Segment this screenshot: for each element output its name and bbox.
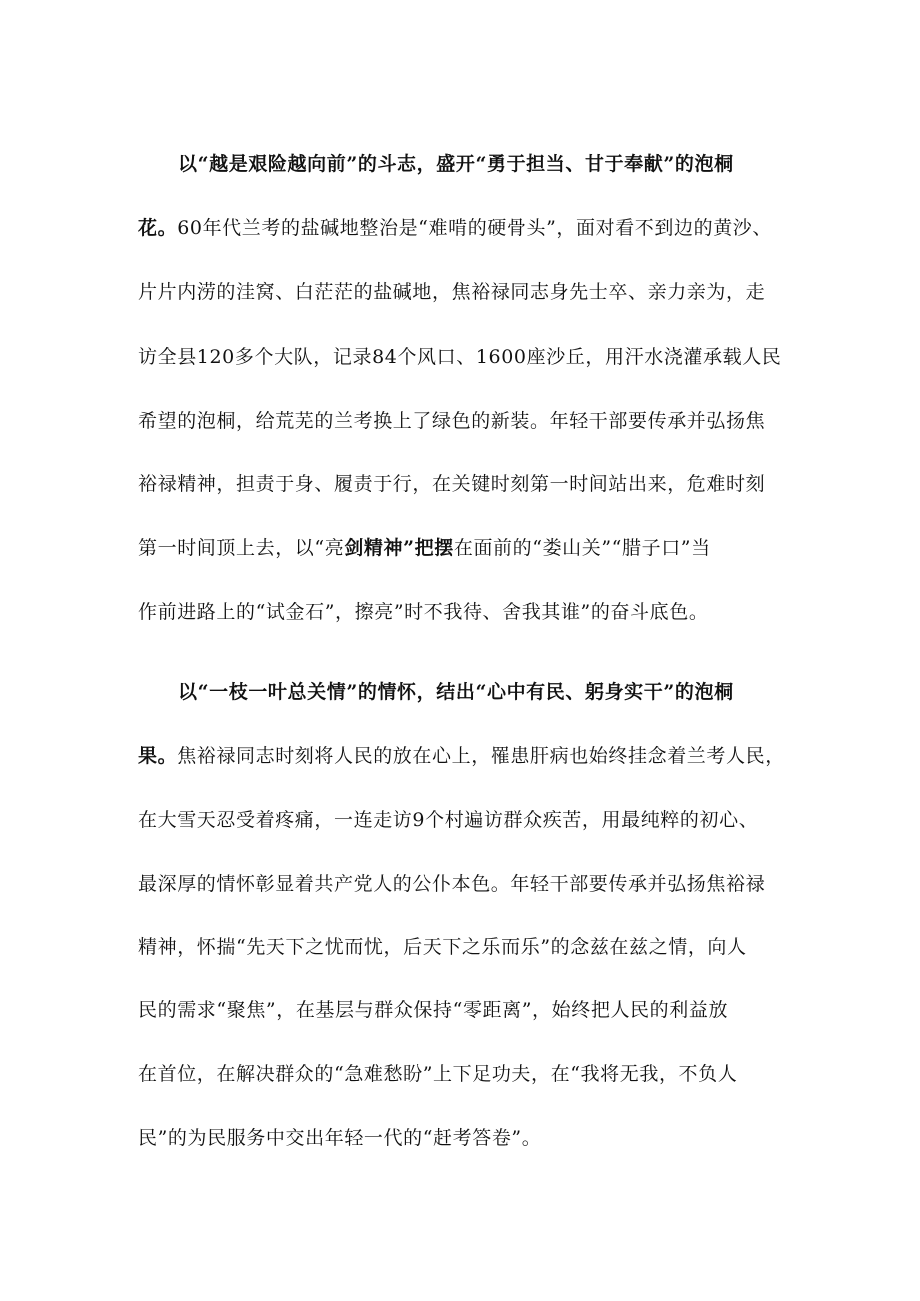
- paragraph-1-heading: 以“越是艰险越向前”的斗志，盛开“勇于担当、甘于奉献”的泡桐: [178, 153, 734, 175]
- paragraph-1-line-7-post: 在面前的“娄山关”“腊子口”当: [453, 537, 711, 559]
- paragraph-1-line-7-pre: 第一时间顶上去，以“亮: [138, 537, 345, 559]
- paragraph-1-line-8: 作前进路上的“试金石”，擦亮”时不我待、舍我其谁”的奋斗底色。: [138, 601, 709, 623]
- paragraph-2-line-4: 最深厚的情怀彰显着共产党人的公仆本色。年轻干部要传承并弘扬焦裕禄: [138, 873, 766, 895]
- paragraph-1-text: 60年代兰考的盐碱地整治是“难啃的硬骨头”，面对看不到边的黄沙、: [177, 217, 773, 239]
- paragraph-1-line-1: [178, 152, 734, 176]
- paragraph-1-line-5: 希望的泡桐，给荒芜的兰考换上了绿色的新装。年轻干部要传承并弘扬焦: [138, 410, 766, 432]
- paragraph-2-heading: 以“一枝一叶总关情”的情怀，结出“心中有民、躬身实干”的泡桐: [178, 681, 734, 703]
- paragraph-2-line-7: 在首位，在解决群众的“急难愁盼”上下足功夫，在“我将无我，不负人: [138, 1063, 738, 1085]
- paragraph-1-line-7-bold: 剑精神”把摆: [344, 537, 454, 559]
- paragraph-1-line-6: 裕禄精神，担责于身、履责于行，在关键时刻第一时间站出来，危难时刻: [138, 473, 766, 495]
- paragraph-1-heading-end: 花。: [138, 217, 178, 239]
- paragraph-2-text: 焦裕禄同志时刻将人民的放在心上，罹患肝病也始终挂念着兰考人民，: [177, 745, 785, 767]
- paragraph-1-line-7: [138, 536, 711, 560]
- paragraph-1-line-2: [138, 216, 772, 240]
- paragraph-1-line-4: 访全县120多个大队，记录84个风口、1600座沙丘，用汗水浇灌承载人民: [138, 346, 782, 368]
- paragraph-1-line-3: 片片内涝的洼窝、白茫茫的盐碱地，焦裕禄同志身先士卒、亲力亲为，走: [138, 281, 766, 303]
- paragraph-2-line-3: 在大雪天忍受着疼痛，一连走访9个村遍访群众疾苦，用最纯粹的初心、: [138, 809, 759, 831]
- paragraph-2-line-6: 民的需求“聚焦”，在基层与群众保持“零距离”，始终把人民的利益放: [138, 999, 729, 1021]
- paragraph-2-line-2: [138, 744, 785, 768]
- paragraph-2-line-5: 精神，怀揣“先天下之忧而忧，后天下之乐而乐”的念兹在兹之情，向人: [138, 936, 747, 958]
- paragraph-2-line-1: [178, 680, 734, 704]
- paragraph-2-line-8: 民”的为民服务中交出年轻一代的“赶考答卷”。: [138, 1127, 542, 1149]
- paragraph-2-heading-end: 果。: [138, 745, 178, 767]
